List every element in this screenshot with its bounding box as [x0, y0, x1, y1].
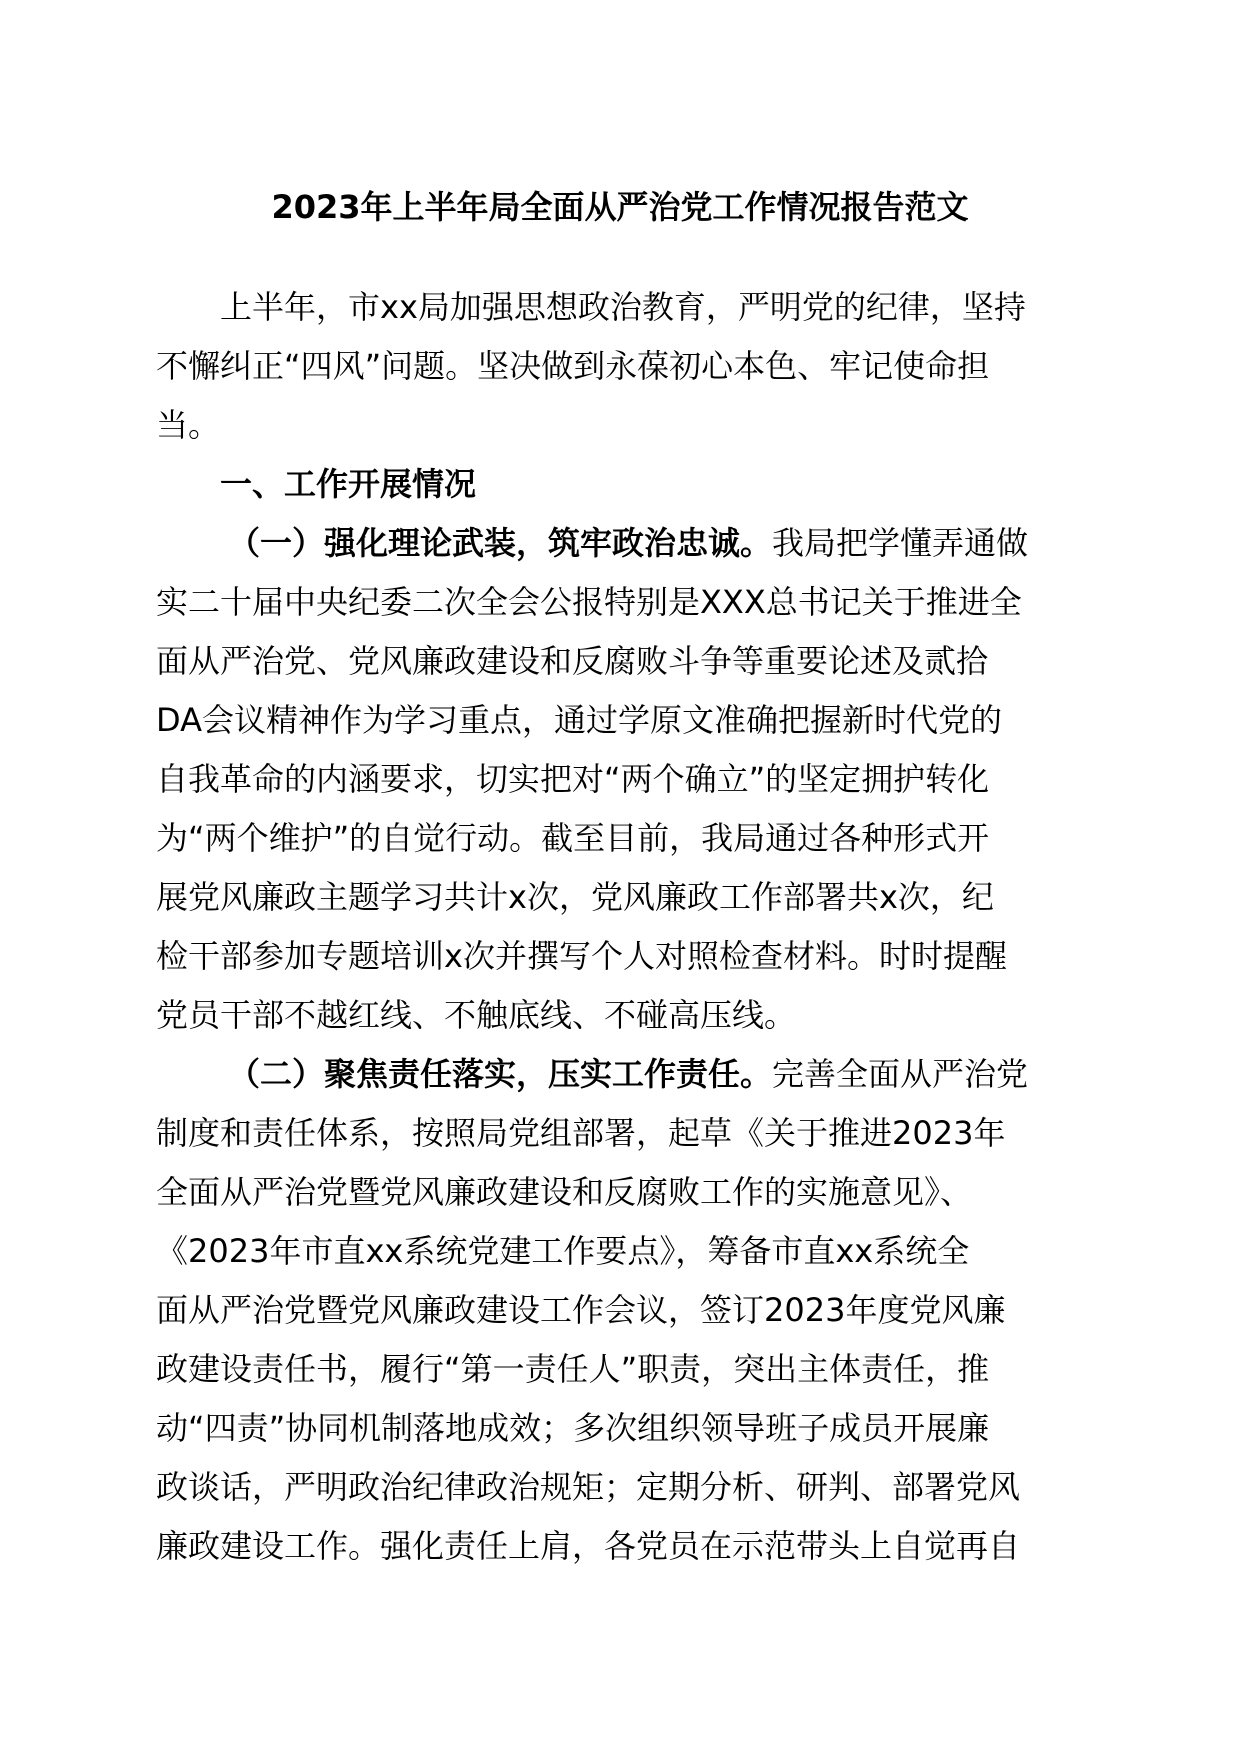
subsection-heading: （一）强化理论武装，筑牢政治忠诚。	[228, 524, 773, 562]
paragraph-line: 为“两个维护”的自觉行动。截至目前，我局通过各种形式开	[156, 819, 990, 857]
paragraph-line: 展党风廉政主题学习共计x次，党风廉政工作部署共x次，纪	[156, 878, 994, 916]
paragraph-line: 《2023年市直xx系统党建工作要点》，筹备市直xx系统全	[156, 1232, 970, 1270]
subsection-line	[156, 1045, 1086, 1104]
section-heading: 一、工作开展情况	[220, 465, 477, 503]
paragraph-line: 自我革命的内涵要求，切实把对“两个确立”的坚定拥护转化	[156, 760, 990, 798]
paragraph-line: 制度和责任体系，按照局党组部署，起草《关于推进2023年	[156, 1114, 1006, 1152]
paragraph-line: 上半年，市xx局加强思想政治教育，严明党的纪律，坚持	[220, 288, 1026, 326]
paragraph-line: 政建设责任书，履行“第一责任人”职责，突出主体责任，推	[156, 1350, 990, 1388]
paragraph-text: 我局把学懂弄通做	[772, 524, 1029, 562]
paragraph-line: 面从严治党、党风廉政建设和反腐败斗争等重要论述及贰拾	[156, 642, 989, 680]
paragraph-line: 不懈纠正“四风”问题。坚决做到永葆初心本色、牢记使命担	[156, 347, 990, 385]
paragraph-line: 全面从严治党暨党风廉政建设和反腐败工作的实施意见》、	[156, 1173, 973, 1211]
paragraph-line: 动“四责”协同机制落地成效；多次组织领导班子成员开展廉	[156, 1409, 990, 1447]
document-title: 2023年上半年局全面从严治党工作情况报告范文	[271, 188, 969, 226]
paragraph-line: 廉政建设工作。强化责任上肩，各党员在示范带头上自觉再自	[156, 1527, 1021, 1565]
paragraph-line: 实二十届中央纪委二次全会公报特别是XXX总书记关于推进全	[156, 583, 1022, 621]
subsection-heading: （二）聚焦责任落实，压实工作责任。	[228, 1055, 773, 1093]
paragraph-line: 面从严治党暨党风廉政建设工作会议，签订2023年度党风廉	[156, 1291, 1006, 1329]
document-body	[156, 278, 1086, 1576]
paragraph-line: 党员干部不越红线、不触底线、不碰高压线。	[156, 996, 797, 1034]
paragraph-line: 政谈话，严明政治纪律政治规矩；定期分析、研判、部署党风	[156, 1468, 1021, 1506]
subsection-line	[156, 514, 1086, 573]
paragraph-line: 当。	[156, 406, 221, 444]
paragraph-line: 检干部参加专题培训x次并撰写个人对照检查材料。时时提醒	[156, 937, 1007, 975]
paragraph-text: 完善全面从严治党	[772, 1055, 1029, 1093]
paragraph-line: DA会议精神作为学习重点，通过学原文准确把握新时代党的	[156, 701, 1002, 739]
